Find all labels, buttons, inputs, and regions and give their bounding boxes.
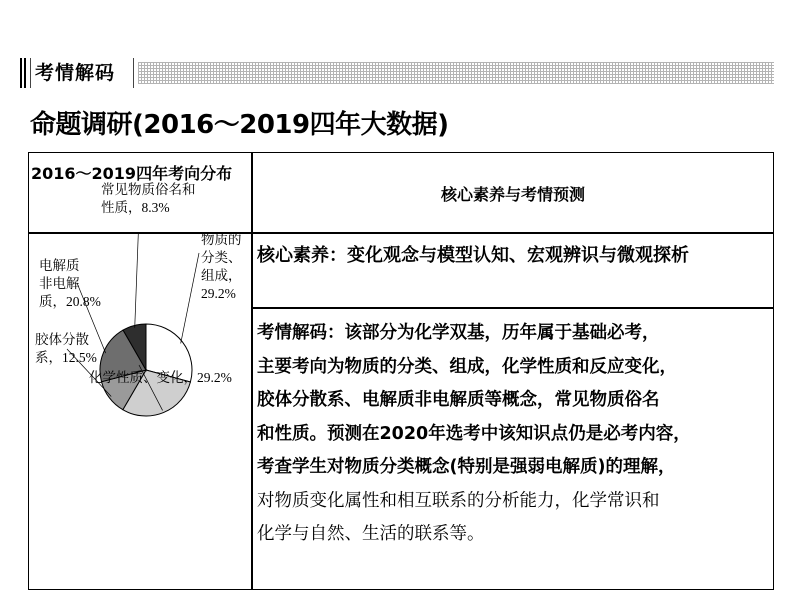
forecast-line: 考情解码：该部分为化学双基，历年属于基础必考，: [257, 323, 660, 343]
pie-label-line: 化学性质、变化，29.2%: [89, 370, 232, 385]
banner-title: 考情解码: [30, 58, 134, 88]
pie-slice-label: [201, 231, 242, 303]
pie-slice-label: [89, 369, 232, 387]
pie-leader-line: [181, 253, 199, 343]
forecast-line: 和性质。预测在2020年选考中该知识点仍是必考内容，: [257, 423, 691, 444]
section-title: 命题调研(2016～2019四年大数据): [30, 110, 449, 140]
pie-label-line: 组成，: [201, 268, 242, 283]
row-divider: [251, 307, 773, 309]
pie-label-line: 性质，8.3%: [101, 200, 170, 215]
pie-label-line: 系，12.5%: [35, 350, 97, 365]
pie-label-line: 质，20.8%: [39, 294, 101, 309]
literacy-header: 核心素养与考情预测: [440, 184, 585, 204]
pie-label-line: 胶体分散: [35, 332, 89, 347]
pie-slice-label: [101, 181, 196, 217]
pie-slice-label: [35, 331, 97, 367]
core-literacy-text: 核心素养：变化观念与模型认知、宏观辨识与微观探析: [257, 245, 689, 266]
pie-label-line: 分类、: [201, 250, 242, 265]
pie-label-line: 非电解: [39, 276, 80, 291]
distribution-header: 2016～2019四年考向分布: [31, 164, 233, 183]
pie-label-line: 物质的: [201, 232, 242, 247]
pie-label-line: 29.2%: [201, 286, 236, 301]
analysis-table: [28, 152, 774, 590]
pie-slice-label: [39, 257, 101, 311]
forecast-text: [257, 317, 771, 552]
forecast-line: 对物质变化属性和相互联系的分析能力，化学常识和: [257, 490, 660, 511]
pie-chart-cell: [29, 182, 251, 469]
pie-label-line: 常见物质俗名和: [101, 182, 196, 197]
forecast-line: 化学与自然、生活的联系等。: [257, 524, 485, 544]
banner-stripe: [20, 58, 28, 88]
pie-label-line: 电解质: [39, 258, 80, 273]
banner-hatch: [138, 62, 774, 84]
section-banner: [20, 58, 774, 88]
forecast-line: 胶体分散系、电解质非电解质等概念，常见物质俗名: [257, 390, 660, 410]
forecast-line: 主要考向为物质的分类、组成，化学性质和反应变化，: [257, 356, 677, 377]
forecast-line: 考查学生对物质分类概念(特别是强弱电解质)的理解，: [257, 457, 676, 477]
pie-leader-line: [135, 233, 139, 328]
